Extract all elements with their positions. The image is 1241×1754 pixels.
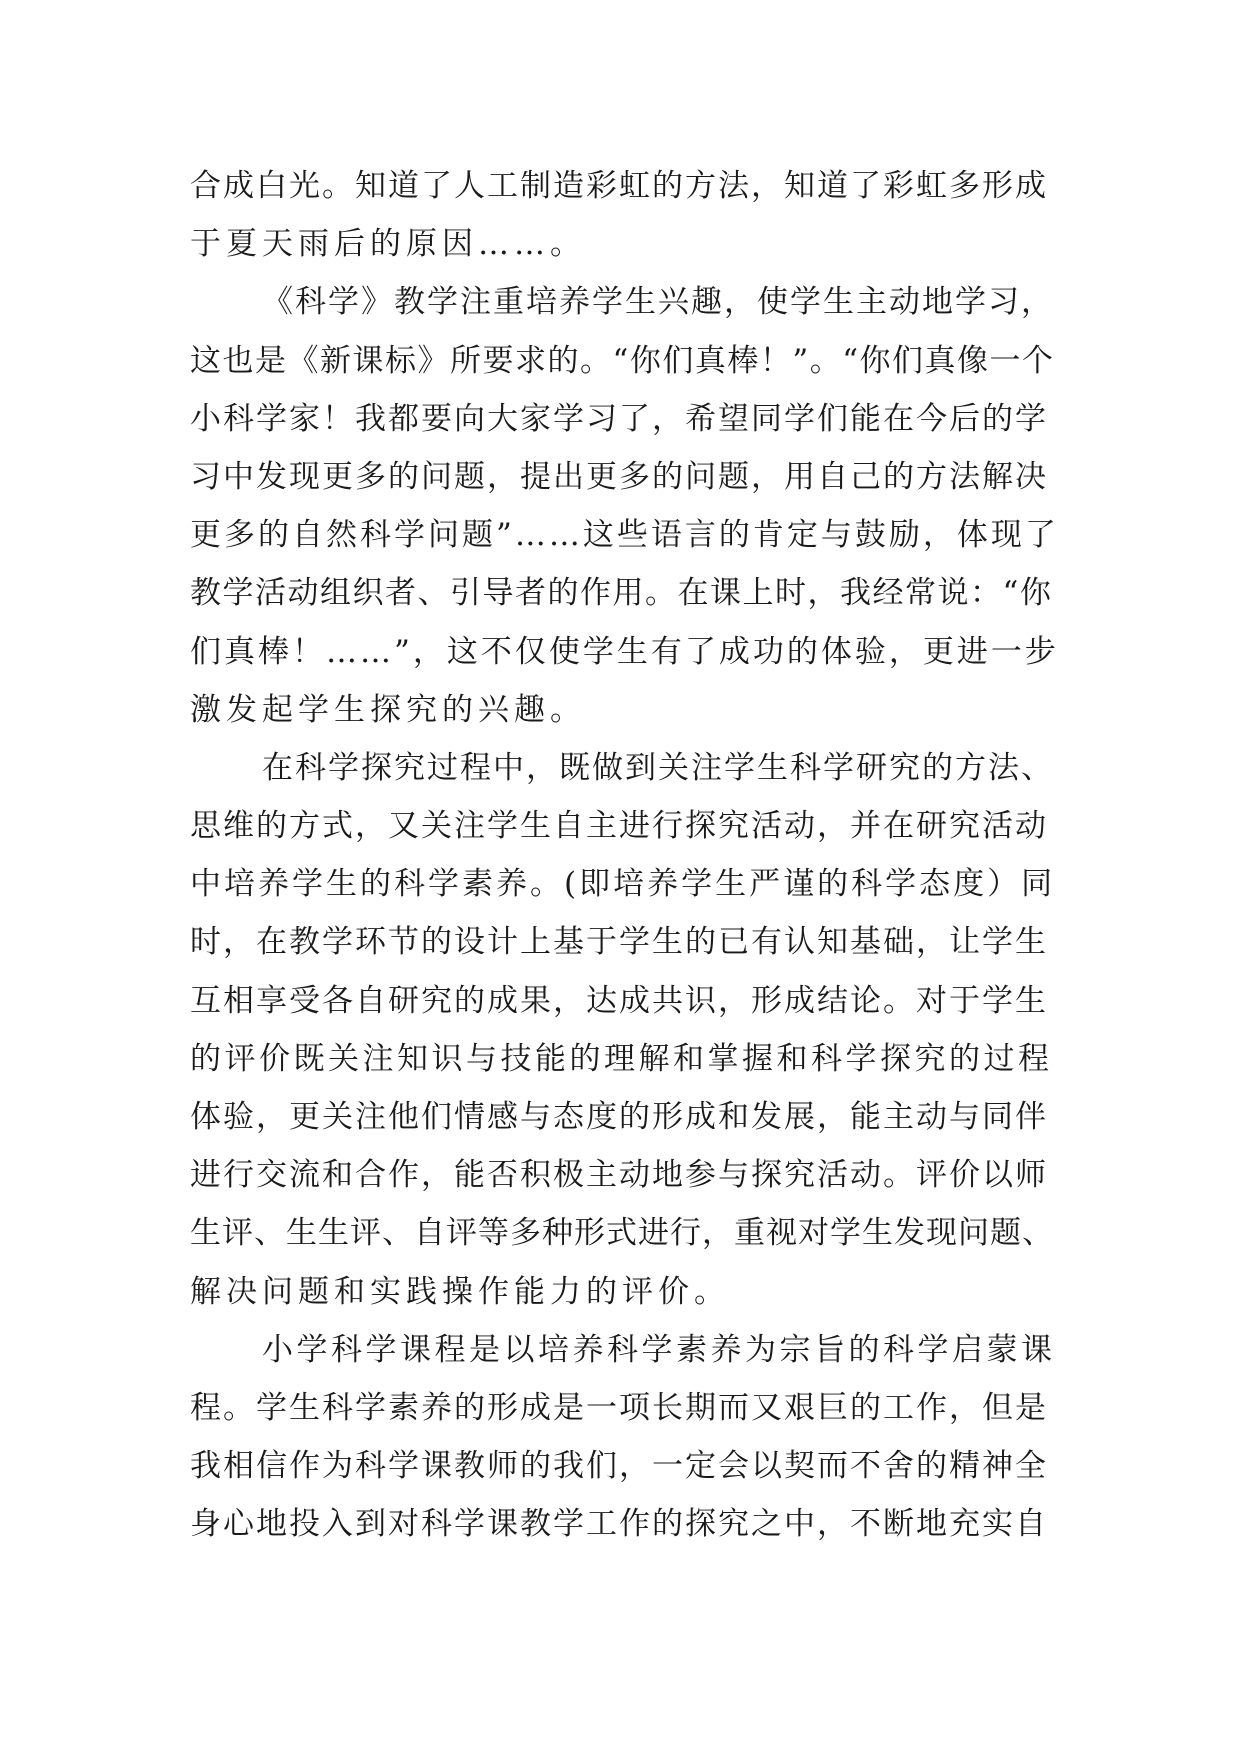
text-line: 我相信作为科学课教师的我们，一定会以契而不舍的精神全 <box>190 1448 1048 1485</box>
text-line: 思维的方式，又关注学生自主进行探究活动，并在研究活动 <box>190 808 1048 845</box>
text-line: 们真棒！……”，这不仅使学生有了成功的体验，更进一步 <box>190 633 1059 670</box>
text-line: 时，在教学环节的设计上基于学生的已有认知基础，让学生 <box>190 924 1048 961</box>
text-line: 进行交流和合作，能否积极主动地参与探究活动。评价以师 <box>190 1157 1048 1194</box>
text-line: 合成白光。知道了人工制造彩虹的方法，知道了彩虹多形成 <box>190 168 1048 204</box>
text-line: 更多的自然科学问题”……这些语言的肯定与鼓励，体现了 <box>190 517 1059 554</box>
text-line: 解决问题和实践操作能力的评价。 <box>190 1273 730 1310</box>
text-line: 习中发现更多的问题，提出更多的问题，用自己的方法解决 <box>190 458 1048 495</box>
paragraph-first-line: 《科学》教学注重培养学生兴趣，使学生主动地学习， <box>262 284 1054 321</box>
paragraph-first-line: 在科学探究过程中，既做到关注学生科学研究的方法、 <box>262 749 1054 786</box>
text-line: 教学活动组织者、引导者的作用。在课上时，我经常说：“你 <box>190 575 1053 612</box>
text-line: 互相享受各自研究的成果，达成共识，形成结论。对于学生 <box>190 982 1048 1019</box>
text-line: 生评、生生评、自评等多种形式进行，重视对学生发现问题、 <box>190 1215 1054 1252</box>
text-line: 中培养学生的科学素养。(即培养学生严谨的科学态度）同 <box>190 866 1056 903</box>
text-line: 小科学家！我都要向大家学习了，希望同学们能在今后的学 <box>190 400 1048 437</box>
paragraph-first-line: 小学科学课程是以培养科学素养为宗旨的科学启蒙课 <box>262 1331 1056 1368</box>
text-line: 激发起学生探究的兴趣。 <box>190 691 586 728</box>
text-line: 的评价既关注知识与技能的理解和掌握和科学探究的过程 <box>190 1040 1053 1077</box>
text-line: 体验，更关注他们情感与态度的形成和发展，能主动与同伴 <box>190 1099 1048 1135</box>
text-line: 身心地投入到对科学课教学工作的探究之中，不断地充实自 <box>190 1506 1048 1543</box>
body-text <box>190 157 1060 1554</box>
text-line: 于夏天雨后的原因……。 <box>190 226 586 263</box>
text-line: 程。学生科学素养的形成是一项长期而又艰巨的工作，但是 <box>190 1389 1048 1426</box>
text-line: 这也是《新课标》所要求的。“你们真棒！”。“你们真像一个 <box>190 342 1055 379</box>
